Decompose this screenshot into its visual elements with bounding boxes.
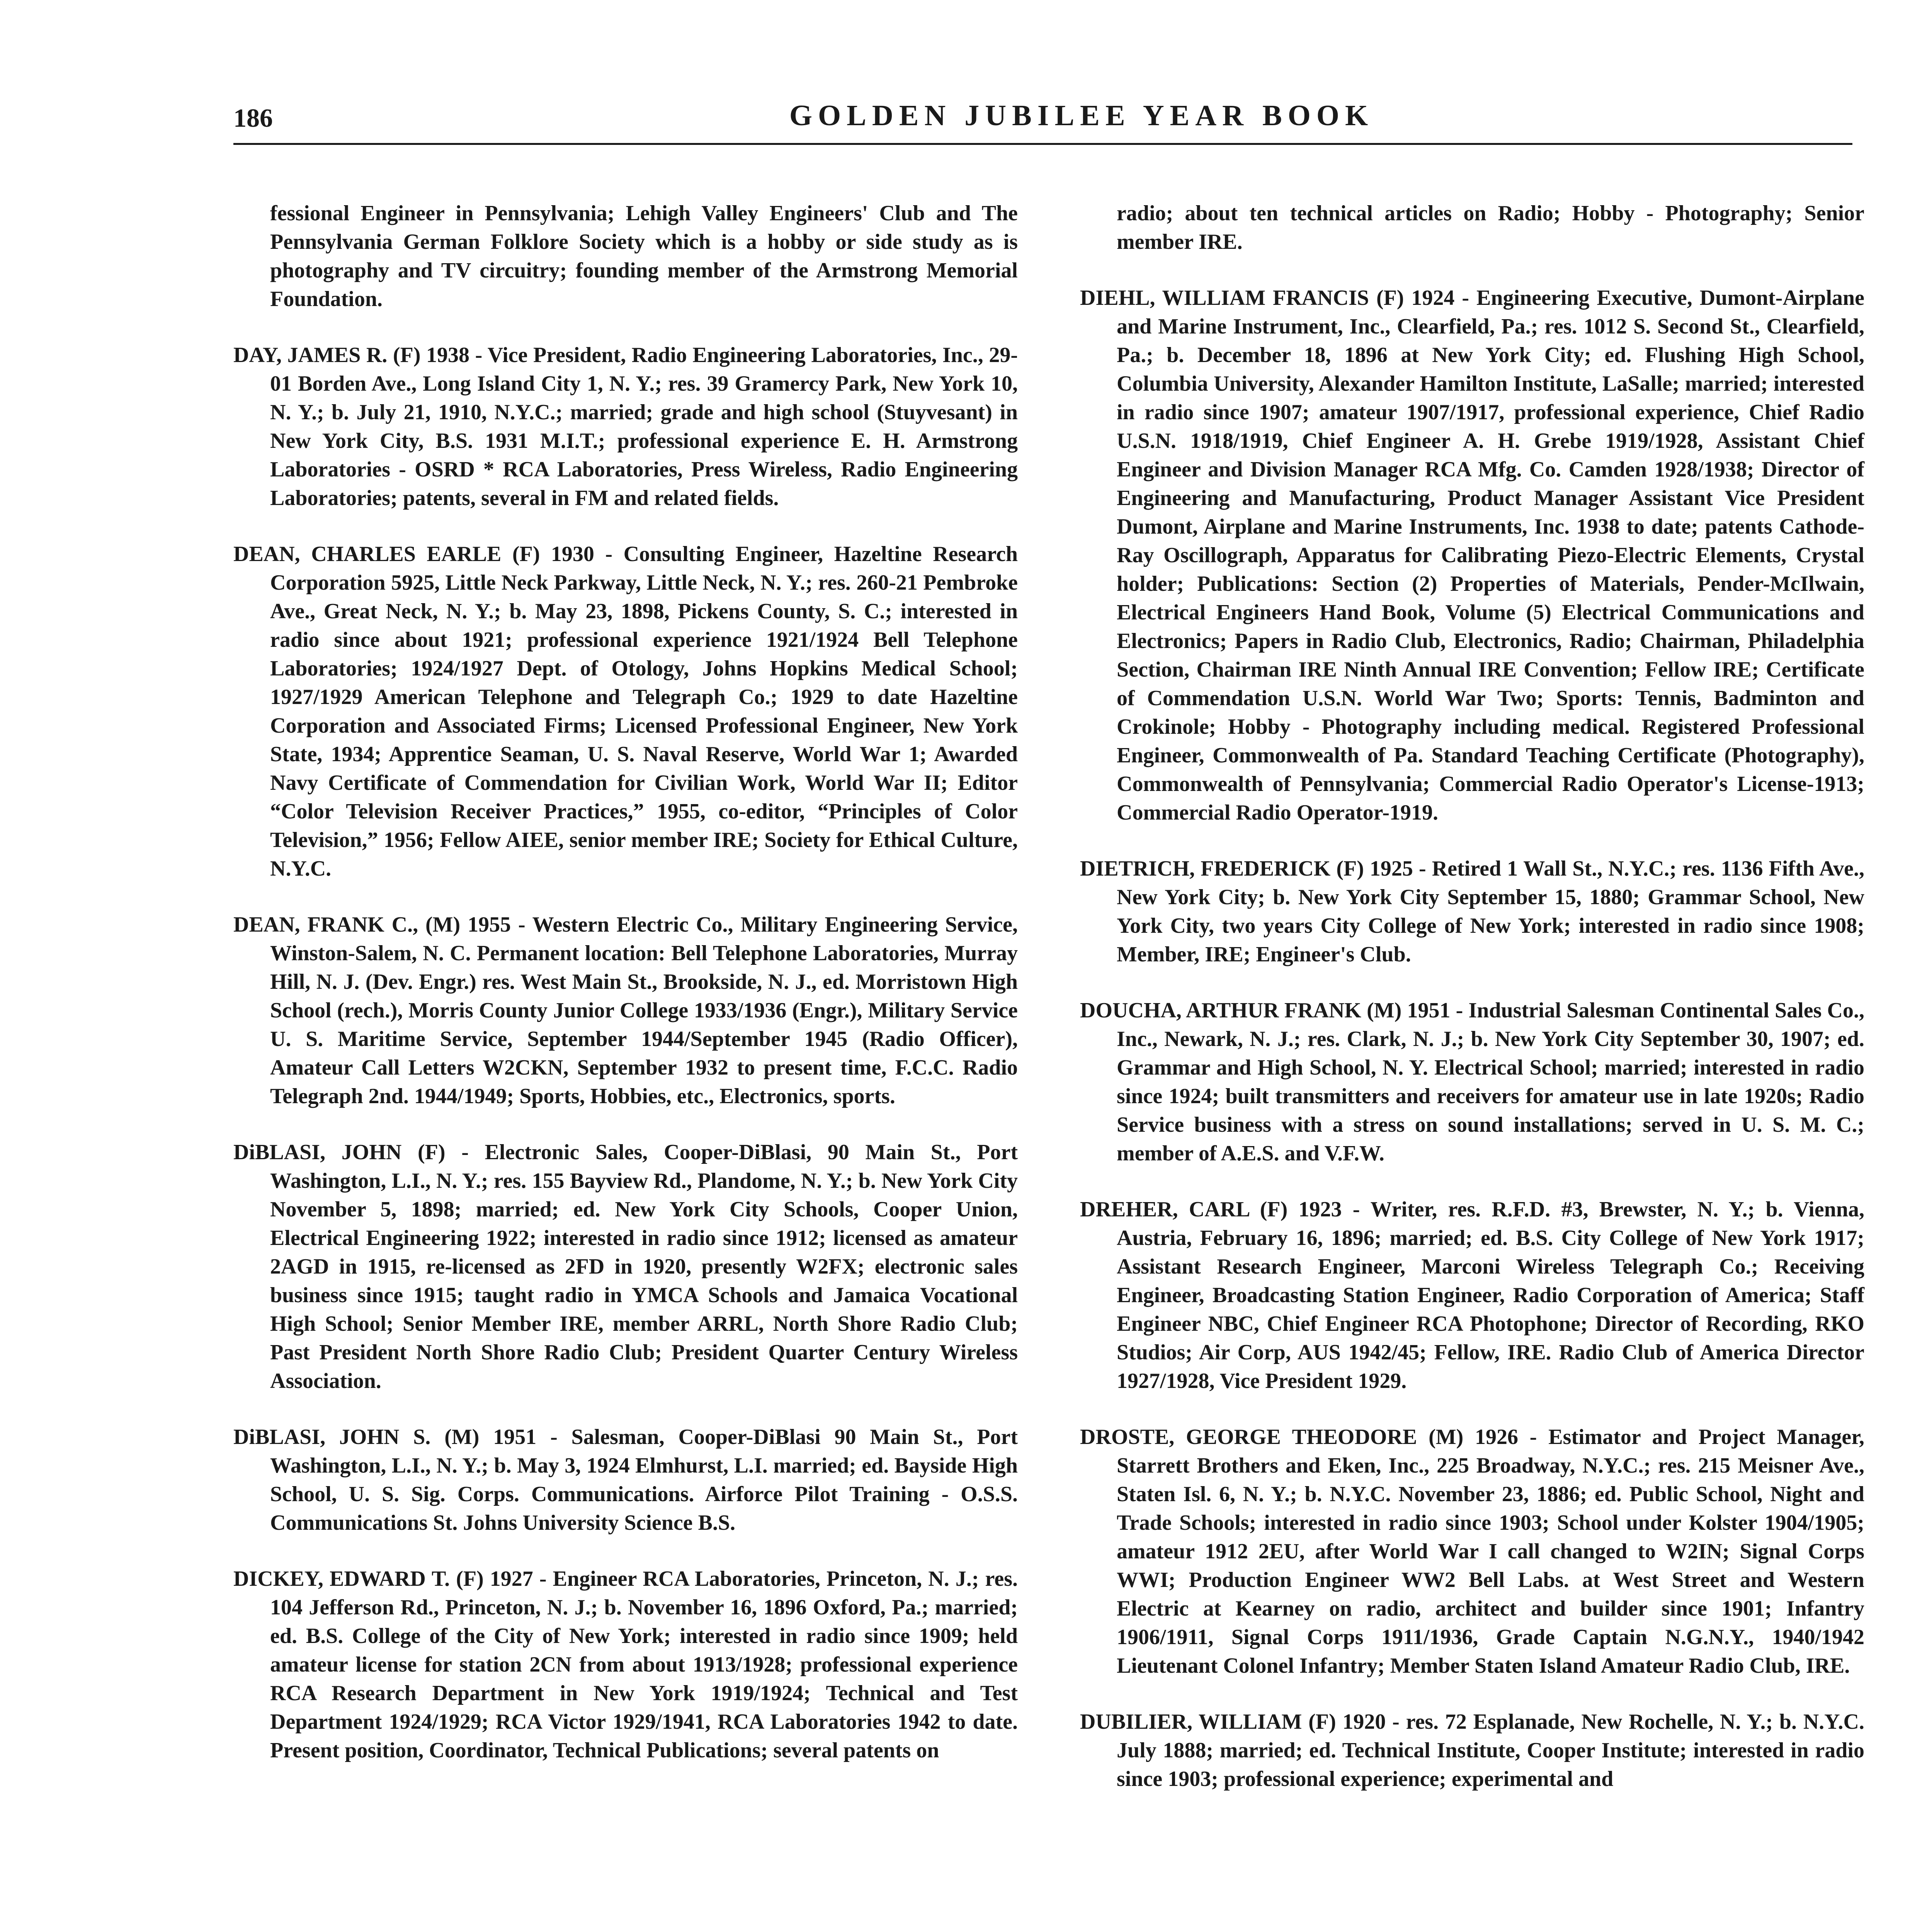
biography-entry: DEAN, CHARLES EARLE (F) 1930 - Consulting Engineer, Hazeltine Research Corporation 5925, Little Neck Parkway, Little Neck, N. Y.; res. 260-21 Pembroke Ave., Great Neck, N. Y.; b. May 23, 1898, Pickens County, S. C.; interested in radio since about 1921; professional experience 1921/1924 Bell Telephone Laboratories; 1924/1927 Dept. of Otology, Johns Hopkins Medical School; 1927/1929 American Telephone and Telegraph Co.; 1929 to date Hazeltine Corporation and Associated Firms; Licensed Professional Engineer, New York State, 1934; Apprentice Seaman, U. S. Naval Reserve, World War 1; Awarded Navy Certificate of Commendation for Civilian Work, World War II; Editor “Color Television Receiver Practices,” 1955, co-editor, “Principles of Color Television,” 1956; Fellow AIEE, senior member IRE; Society for Ethical Culture, N.Y.C.	[233, 542, 1018, 881]
biography-entry: DiBLASI, JOHN (F) - Electronic Sales, Cooper-DiBlasi, 90 Main St., Port Washington, L.I., N. Y.; res. 155 Bayview Rd., Plandome, N. Y.; b. New York City November 5, 1898; married; ed. New York City Schools, Cooper Union, Electrical Engineering 1922; interested in radio since 1912; licensed as amateur 2AGD in 1915, re-licensed as 2FD in 1920, presently W2FX; electronic sales business since 1915; taught radio in YMCA Schools and Jamaica Vocational High School; Senior Member IRE, member ARRL, North Shore Radio Club; Past President North Shore Radio Club; President Quarter Century Wireless Association.	[233, 1140, 1018, 1393]
page-header	[233, 97, 1852, 145]
biography-entry: DREHER, CARL (F) 1923 - Writer, res. R.F.D. #3, Brewster, N. Y.; b. Vienna, Austria, February 16, 1896; married; ed. B.S. City College of New York 1917; Assistant Research Engineer, Marconi Wireless Telegraph Co.; Receiving Engineer, Broadcasting Station Engineer, Radio Corporation of America; Staff Engineer NBC, Chief Engineer RCA Photophone; Director of Recording, RKO Studios; Air Corp, AUS 1942/45; Fellow, IRE. Radio Club of America Director 1927/1928, Vice President 1929.	[1080, 1197, 1864, 1393]
left-column	[233, 199, 1018, 1932]
running-title: GOLDEN JUBILEE YEAR BOOK	[789, 99, 1374, 132]
biography-entry: DiBLASI, JOHN S. (M) 1951 - Salesman, Cooper-DiBlasi 90 Main St., Port Washington, L.I., N. Y.; b. May 3, 1924 Elmhurst, L.I. married; ed. Bayside High School, U. S. Sig. Corps. Communications. Airforce Pilot Training - O.S.S. Communications St. Johns University Science B.S.	[233, 1425, 1018, 1535]
biography-entry: DOUCHA, ARTHUR FRANK (M) 1951 - Industrial Salesman Continental Sales Co., Inc., Newark, N. J.; res. Clark, N. J.; b. New York City September 30, 1907; ed. Grammar and High School, N. Y. Electrical School; married; interested in radio since 1924; built transmitters and receivers for amateur use in late 1920s; Radio Service business with a stress on sound installations; served in U. S. M. C.; member of A.E.S. and V.F.W.	[1080, 998, 1864, 1165]
biography-entry: radio; about ten technical articles on Radio; Hobby - Photography; Senior member IRE.	[1117, 201, 1864, 254]
biography-entry: DROSTE, GEORGE THEODORE (M) 1926 - Estimator and Project Manager, Starrett Brothers and Eken, Inc., 225 Broadway, N.Y.C.; res. 215 Meisner Ave., Staten Isl. 6, N. Y.; b. N.Y.C. November 23, 1886; ed. Public School, Night and Trade Schools; interested in radio since 1903; School under Kolster 1904/1905; amateur 1912 2EU, after World War I call changed to W2IN; Signal Corps WWI; Production Engineer WW2 Bell Labs. at West Street and Western Electric at Kearney on radio, architect and builder since 1901; Infantry 1906/1911, Signal Corps 1911/1936, Grade Captain N.G.N.Y., 1940/1942 Lieutenant Colonel Infantry; Member Staten Island Amateur Radio Club, IRE.	[1080, 1425, 1864, 1678]
page-number: 186	[233, 103, 273, 133]
biography-entry: DIETRICH, FREDERICK (F) 1925 - Retired 1 Wall St., N.Y.C.; res. 1136 Fifth Ave., New York City; b. New York City September 15, 1880; Grammar School, New York City, two years City College of New York; interested in radio since 1908; Member, IRE; Engineer's Club.	[1080, 857, 1864, 966]
biography-entry: DAY, JAMES R. (F) 1938 - Vice President, Radio Engineering Laboratories, Inc., 29-01 Borden Ave., Long Island City 1, N. Y.; res. 39 Gramercy Park, New York 10, N. Y.; b. July 21, 1910, N.Y.C.; married; grade and high school (Stuyvesant) in New York City, B.S. 1931 M.I.T.; professional experience E. H. Armstrong Laboratories - OSRD * RCA Laboratories, Press Wireless, Radio Engineering Laboratories; patents, several in FM and related fields.	[233, 343, 1018, 510]
biography-entry: DICKEY, EDWARD T. (F) 1927 - Engineer RCA Laboratories, Princeton, N. J.; res. 104 Jefferson Rd., Princeton, N. J.; b. November 16, 1896 Oxford, Pa.; married; ed. B.S. College of the City of New York; interested in radio since 1909; held amateur license for station 2CN from about 1913/1928; professional experience RCA Research Department in New York 1919/1924; Technical and Test Department 1924/1929; RCA Victor 1929/1941, RCA Laboratories 1942 to date. Present position, Coordinator, Technical Publications; several patents on	[233, 1567, 1018, 1762]
biography-entry: fessional Engineer in Pennsylvania; Lehigh Valley Engineers' Club and The Pennsylvania German Folklore Society which is a hobby or side study as is photography and TV circuitry; founding member of the Armstrong Memorial Foundation.	[270, 201, 1018, 311]
biography-entry: DUBILIER, WILLIAM (F) 1920 - res. 72 Esplanade, New Rochelle, N. Y.; b. N.Y.C. July 1888; married; ed. Technical Institute, Cooper Institute; interested in radio since 1903; professional experience; experimental and	[1080, 1710, 1864, 1791]
biography-entry: DIEHL, WILLIAM FRANCIS (F) 1924 - Engineering Executive, Dumont-Airplane and Marine Instrument, Inc., Clearfield, Pa.; res. 1012 S. Second St., Clearfield, Pa.; b. December 18, 1896 at New York City; ed. Flushing High School, Columbia University, Alexander Hamilton Institute, LaSalle; married; interested in radio since 1907; amateur 1907/1917, professional experience, Chief Radio U.S.N. 1918/1919, Chief Engineer A. H. Grebe 1919/1928, Assistant Chief Engineer and Division Manager RCA Mfg. Co. Camden 1928/1938; Director of Engineering and Manufacturing, Product Manager Assistant Vice President Dumont, Airplane and Marine Instruments, Inc. 1938 to date; patents Cathode-Ray Oscillograph, Apparatus for Calibrating Piezo-Electric Elements, Crystal holder; Publications: Section (2) Properties of Materials, Pender-McIlwain, Electrical Engineers Hand Book, Volume (5) Electrical Communications and Electronics; Papers in Radio Club, Electronics, Radio; Chairman, Philadelphia Section, Chairman IRE Ninth Annual IRE Convention; Fellow IRE; Certificate of Commendation U.S.N. World War Two; Sports: Tennis, Badminton and Crokinole; Hobby - Photography including medical. Registered Professional Engineer, Commonwealth of Pa. Standard Teaching Certificate (Photography), Commonwealth of Pennsylvania; Commercial Radio Operator's License-1913; Commercial Radio Operator-1919.	[1080, 286, 1864, 825]
biography-entry: DEAN, FRANK C., (M) 1955 - Western Electric Co., Military Engineering Service, Winston-Salem, N. C. Permanent location: Bell Telephone Laboratories, Murray Hill, N. J. (Dev. Engr.) res. West Main St., Brookside, N. J., ed. Morristown High School (rech.), Morris County Junior College 1933/1936 (Engr.), Military Service U. S. Maritime Service, September 1944/September 1945 (Radio Officer), Amateur Call Letters W2CKN, September 1932 to present time, F.C.C. Radio Telegraph 2nd. 1944/1949; Sports, Hobbies, etc., Electronics, sports.	[233, 913, 1018, 1108]
right-column	[1080, 199, 1864, 1932]
